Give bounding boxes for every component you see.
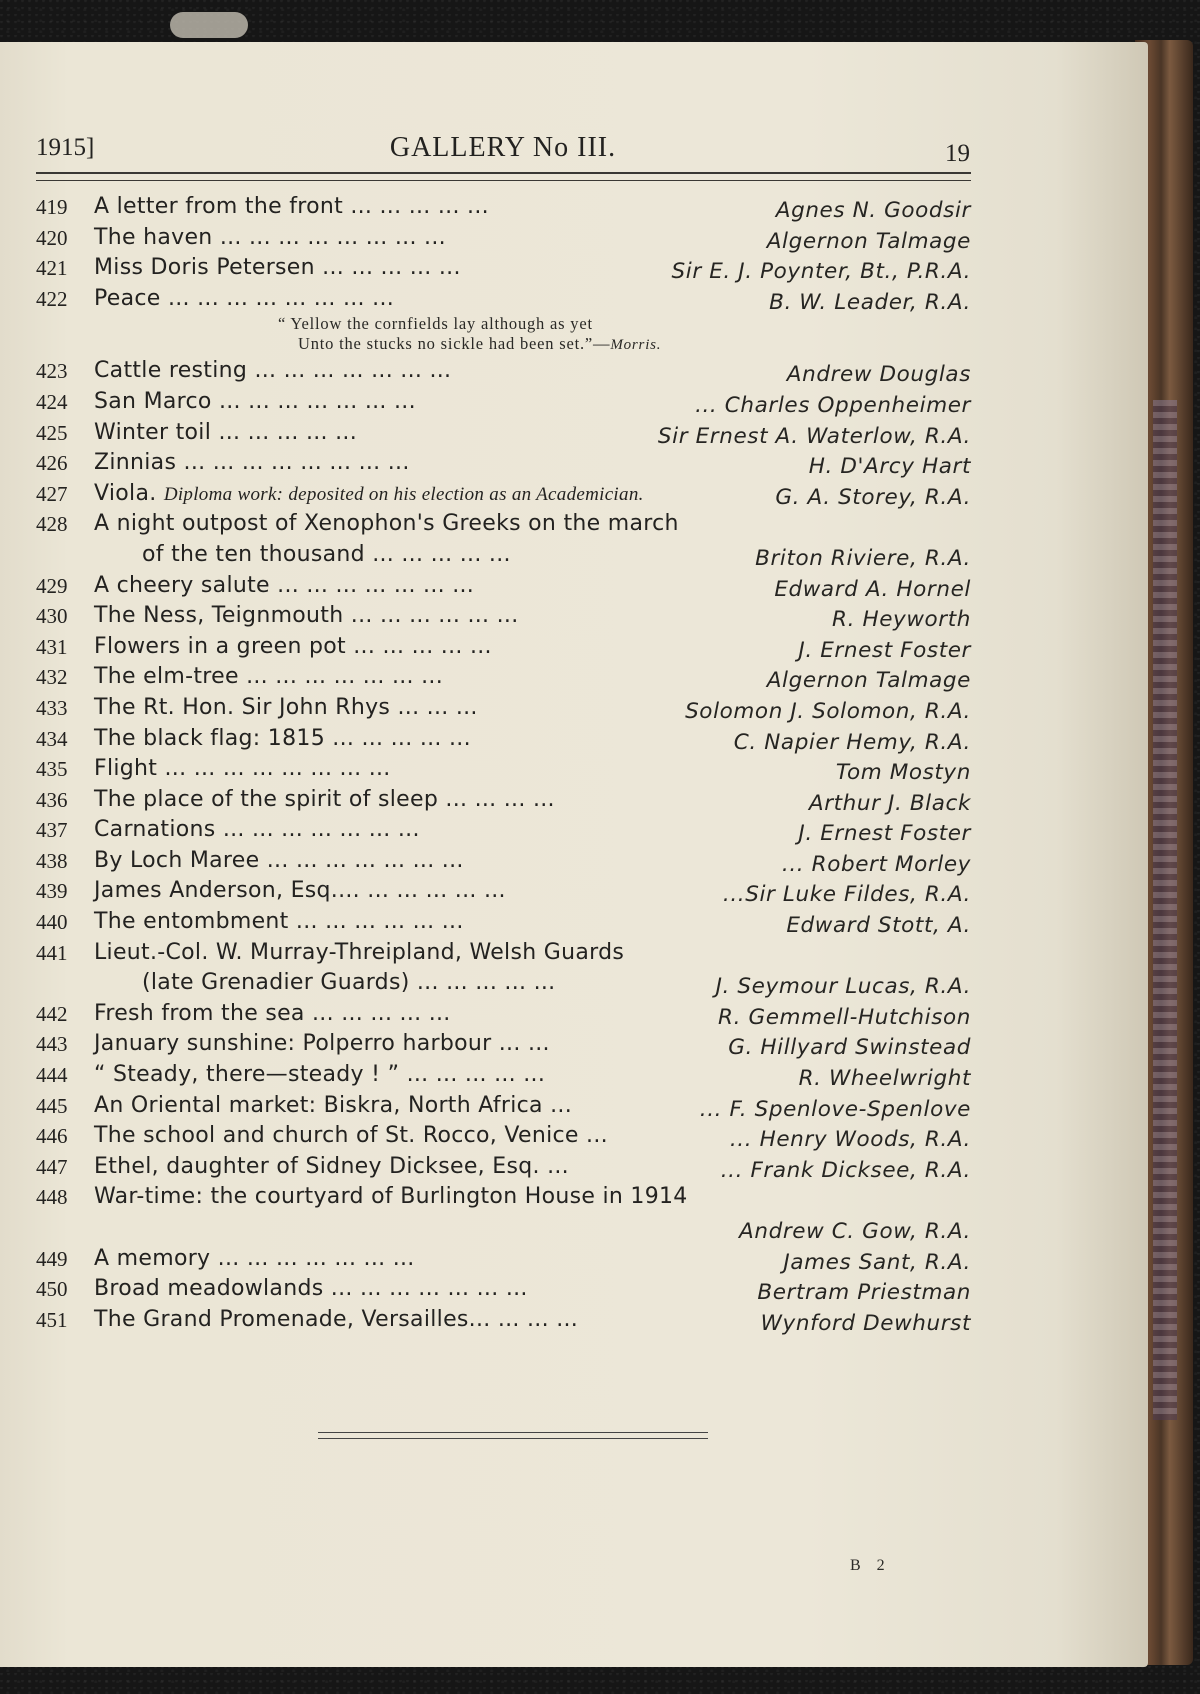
entry-title-text: Zinnias: [94, 450, 177, 476]
entry-title-text: Lieut.-Col. W. Murray-Threipland, Welsh Guards: [94, 939, 625, 965]
entry-title-text: The Ness, Teignmouth: [94, 603, 344, 629]
gallery-title: GALLERY No III.: [389, 132, 617, 163]
leader-dots: ... ... ... ... ...: [218, 419, 358, 445]
entry-title: [94, 387, 416, 417]
catalogue-entry: [36, 1182, 971, 1213]
header-rule: [36, 172, 971, 181]
entry-title: [94, 418, 357, 448]
catalogue-entry: [36, 540, 971, 571]
catalogue-entry: [36, 387, 971, 418]
footer-rule: [318, 1432, 708, 1439]
entry-artist: Arthur J. Black: [808, 790, 971, 816]
page-header: [36, 132, 970, 172]
entry-title-text: Viola.: [94, 480, 157, 506]
entry-title-text: Flowers in a green pot: [94, 633, 346, 659]
entry-number: 450: [36, 1277, 68, 1302]
entry-title: [94, 1060, 545, 1090]
entry-title-text: The black flag: 1815 ...: [94, 725, 355, 751]
entry-title: [94, 192, 489, 222]
catalogue-entry: [36, 509, 971, 540]
entry-artist: ... F. Spenlove-Spenlove: [699, 1096, 971, 1122]
entry-title: [94, 724, 471, 754]
binding-clasp: [170, 12, 248, 38]
entry-artist: Algernon Talmage: [766, 228, 971, 254]
leader-dots: ... ... ... ... ... ... ... ...: [164, 756, 391, 782]
entry-number: 426: [36, 451, 68, 476]
entry-title-text: (late Grenadier Guards) ...: [142, 970, 439, 996]
entry-number: 429: [36, 573, 68, 598]
entry-title-text: Carnations: [94, 817, 216, 843]
entry-number: 441: [36, 940, 68, 965]
catalogue-entry: [36, 907, 971, 938]
entry-title: [94, 999, 451, 1029]
leader-dots: ... ... ... ... ...: [353, 633, 492, 659]
leader-dots: ... ... ... ...: [351, 255, 461, 281]
entry-number: 435: [36, 757, 68, 782]
entry-title-text: An Oriental market: Biskra, North Africa: [94, 1092, 543, 1118]
entry-artist: ...Sir Luke Fildes, R.A.: [722, 882, 971, 908]
leader-dots: ... ... ... ... ...: [372, 541, 511, 567]
entry-title: [94, 356, 451, 386]
entry-artist: Sir E. J. Poynter, Bt., P.R.A.: [671, 259, 971, 285]
entry-number: 440: [36, 910, 68, 935]
entry-title: [94, 1091, 572, 1121]
entry-number: 434: [36, 726, 68, 751]
header-year: 1915]: [36, 134, 95, 161]
leader-dots: ...: [550, 1092, 573, 1118]
entry-title-text: Flight: [94, 756, 158, 782]
entry-title: [94, 938, 624, 968]
entry-artist: R. Wheelwright: [798, 1066, 971, 1092]
catalogue-entry: [36, 693, 971, 724]
entry-artist: ... Charles Oppenheimer: [695, 392, 971, 418]
entry-title-text: A letter from the front: [94, 194, 344, 219]
entry-artist: ... Robert Morley: [781, 851, 971, 877]
leader-dots: ... ... ... ... ...: [367, 878, 506, 904]
entry-title-text: The elm-tree: [94, 664, 239, 690]
quote-line-2-text: Unto the stucks no sickle had been set.”—: [298, 334, 611, 354]
leader-dots: ... ... ... ... ... ... ... ...: [219, 224, 446, 250]
entry-number: 421: [36, 256, 68, 281]
leader-dots: ... ... ... ... ... ... ...: [246, 664, 444, 690]
leader-dots: ... ... ... ... ... ... ...: [217, 1245, 415, 1271]
entry-number: 439: [36, 879, 68, 904]
page-number: 19: [945, 140, 970, 167]
entry-artist: James Sant, R.A.: [783, 1249, 971, 1275]
catalogue-entry: [36, 418, 971, 449]
entry-title: [94, 785, 555, 815]
entry-artist: Tom Mostyn: [835, 760, 971, 786]
entry-artist: R. Gemmell-Hutchison: [718, 1004, 971, 1030]
entry-title-text: San Marco: [94, 388, 212, 414]
leader-dots: ... ... ... ...: [361, 725, 471, 751]
entry-title-text: A memory: [94, 1245, 211, 1271]
entry-number: 425: [36, 420, 68, 445]
entry-title-text: James Anderson, Esq....: [94, 878, 360, 904]
entry-title-text: Winter toil: [94, 419, 212, 445]
entry-number: 442: [36, 1001, 68, 1026]
leader-dots: ... ... ... ... ... ...: [306, 572, 475, 598]
entry-title: [94, 907, 464, 937]
signature-mark: B 2: [850, 1557, 891, 1574]
entry-artist: J. Seymour Lucas, R.A.: [715, 974, 971, 1000]
leader-dots: ... ... ... ... ... ... ... ...: [183, 450, 410, 476]
quote-line-2: [298, 334, 661, 355]
entry-title: [94, 1244, 415, 1274]
entry-number: 432: [36, 665, 68, 690]
entry-artist: Wynford Dewhurst: [760, 1310, 971, 1336]
leader-dots: ... ... ... ...: [445, 786, 555, 812]
leader-dots: ... ... ... ... ... ... ... ...: [167, 285, 395, 311]
catalogue-entry: [36, 192, 971, 223]
entry-number: 437: [36, 818, 68, 843]
entry-artist: J. Ernest Foster: [798, 821, 971, 847]
entry-title: [94, 448, 410, 478]
catalogue-entry: [36, 223, 971, 254]
entry-title: [94, 253, 461, 283]
leader-dots: ... ... ... ... ... ...: [359, 1276, 528, 1302]
catalogue-entry: [36, 1029, 971, 1060]
diploma-note: Diploma work: deposited on his election as an Academician.: [163, 483, 644, 505]
catalogue-entry: [36, 1121, 971, 1152]
entry-title: [94, 284, 394, 314]
catalogue-entry: [36, 1060, 971, 1091]
entry-title: [94, 662, 443, 692]
entry-title: [94, 601, 519, 631]
entry-title: [94, 1182, 688, 1212]
entry-number: 419: [36, 195, 68, 219]
entry-artist: Edward Stott, A.: [786, 913, 971, 939]
entry-title: [94, 1274, 528, 1304]
catalogue-entry: [36, 253, 971, 284]
entry-title-text: Miss Doris Petersen ...: [94, 255, 345, 281]
entry-title-text: Ethel, daughter of Sidney Dicksee, Esq.: [94, 1153, 540, 1179]
entry-title-text: “ Steady, there—steady ! ”: [94, 1062, 400, 1088]
catalogue-entry: [36, 1213, 971, 1244]
entry-number: 433: [36, 695, 68, 720]
entry-artist: H. D'Arcy Hart: [808, 454, 971, 480]
entry-number: 448: [36, 1185, 68, 1210]
catalogue-entry: [36, 785, 971, 816]
catalogue-entry: [36, 1244, 971, 1275]
entry-number: 431: [36, 634, 68, 659]
leader-dots: ... ...: [498, 1031, 550, 1057]
entry-title: [94, 571, 474, 601]
entry-title: [94, 223, 446, 253]
catalogue-entry: [36, 479, 971, 510]
entry-number: 445: [36, 1093, 68, 1118]
entry-title-text: The haven: [94, 224, 213, 250]
leader-dots: ... ... ... ... ... ... ...: [218, 388, 416, 414]
entry-artist: Bertram Priestman: [757, 1280, 971, 1306]
catalogue-entry: [36, 846, 971, 877]
entry-title-text: Fresh from the sea: [94, 1000, 305, 1026]
entry-title: [94, 754, 391, 784]
entry-title-text: A night outpost of Xenophon's Greeks on the march: [94, 511, 679, 537]
leader-dots: ... ... ... ... ... ...: [350, 603, 519, 629]
catalogue-entry: [36, 876, 971, 907]
leader-dots: ... ... ... ...: [446, 970, 556, 996]
catalogue-entry: [36, 754, 971, 785]
entry-artist: Sir Ernest A. Waterlow, R.A.: [657, 423, 971, 449]
entry-artist: G. Hillyard Swinstead: [728, 1035, 971, 1061]
catalogue-entry: [36, 999, 971, 1030]
leader-dots: ... ... ... ... ...: [312, 1000, 451, 1026]
leader-dots: ... ... ... ... ... ... ...: [222, 817, 420, 843]
entry-number: 449: [36, 1246, 68, 1271]
catalogue-entry: [36, 1091, 971, 1122]
catalogue-entry: [36, 1274, 971, 1305]
leader-dots: ... ... ...: [397, 694, 478, 720]
entry-title-text: Peace: [94, 285, 161, 311]
catalogue-entry: [36, 1305, 971, 1336]
entry-title-text: January sunshine: Polperro harbour: [94, 1031, 492, 1057]
entry-artist: R. Heyworth: [832, 607, 971, 633]
entry-number: 438: [36, 848, 68, 873]
entry-number: 451: [36, 1307, 68, 1332]
catalogue-entry: [36, 724, 971, 755]
entry-artist: G. A. Storey, R.A.: [775, 484, 971, 510]
entry-number: 424: [36, 389, 68, 414]
entry-title-text: The Grand Promenade, Versailles...: [94, 1306, 491, 1332]
catalogue-entry: [36, 1152, 971, 1183]
entry-artist: Solomon J. Solomon, R.A.: [685, 698, 971, 724]
entry-number: 446: [36, 1124, 68, 1149]
catalogue-entry: [36, 601, 971, 632]
entry-number: 423: [36, 359, 68, 384]
entry-number: 422: [36, 286, 68, 311]
entry-title: [94, 876, 506, 906]
entry-title-text: The Rt. Hon. Sir John Rhys: [94, 694, 391, 720]
catalogue-entry: [36, 662, 971, 693]
entry-artist: Andrew Douglas: [786, 362, 971, 388]
entry-number: 428: [36, 512, 68, 537]
entry-title: [94, 632, 492, 662]
quote-line-1: “ Yellow the cornfields lay although as yet: [278, 314, 593, 334]
entry-title-text: War-time: the courtyard of Burlington House in 1914: [94, 1184, 688, 1210]
entry-title: [94, 1305, 578, 1335]
leader-dots: ... ... ...: [497, 1306, 579, 1332]
catalogue-entry: [36, 632, 971, 663]
entry-number: 420: [36, 225, 68, 250]
leader-dots: ... ... ... ... ...: [350, 194, 489, 219]
catalogue-entry: [36, 284, 971, 315]
catalogue-entry: [36, 571, 971, 602]
quotation: [36, 314, 971, 356]
entry-title: [94, 693, 478, 723]
entry-title-text: The entombment: [94, 909, 289, 935]
entry-artist: C. Napier Hemy, R.A.: [733, 729, 971, 755]
entry-number: 427: [36, 481, 68, 506]
entry-number: 436: [36, 787, 68, 812]
entry-number: 430: [36, 604, 68, 629]
entry-title: [94, 1121, 608, 1151]
leader-dots: ... ... ... ... ... ...: [295, 909, 464, 935]
entry-title: [94, 1152, 569, 1182]
entry-title: [142, 968, 555, 998]
entry-title: [94, 1029, 550, 1059]
entry-title-text: of the ten thousand: [142, 541, 365, 567]
catalogue-entry: [36, 356, 971, 387]
entry-number: 447: [36, 1154, 68, 1179]
catalogue-entry: [36, 938, 971, 969]
entry-title-text: A cheery salute ...: [94, 572, 300, 598]
entry-number: 444: [36, 1063, 68, 1088]
entry-title-text: Broad meadowlands ...: [94, 1276, 353, 1302]
entry-title-text: By Loch Maree ...: [94, 847, 289, 873]
catalogue-entries: [36, 192, 971, 1335]
catalogue-entry: [36, 968, 971, 999]
entry-artist: Andrew C. Gow, R.A.: [739, 1219, 971, 1244]
entry-title: [94, 479, 644, 510]
entry-title: [142, 540, 511, 570]
catalogue-page: [0, 42, 1148, 1667]
entry-artist: Briton Riviere, R.A.: [755, 545, 971, 571]
leader-dots: ... ... ... ... ... ...: [295, 847, 464, 873]
entry-title: [94, 509, 679, 539]
entry-artist: Algernon Talmage: [766, 668, 971, 694]
catalogue-entry: [36, 815, 971, 846]
entry-artist: Agnes N. Goodsir: [775, 198, 971, 223]
leader-dots: ... ... ... ... ... ... ...: [254, 358, 452, 384]
entry-artist: Edward A. Hornel: [774, 576, 971, 602]
entry-title: [94, 815, 420, 845]
leader-dots: ...: [547, 1153, 569, 1179]
entry-title-text: The place of the spirit of sleep: [94, 786, 439, 812]
entry-artist: B. W. Leader, R.A.: [769, 289, 971, 315]
leader-dots: ... ... ... ... ...: [406, 1062, 546, 1088]
entry-artist: ... Frank Dicksee, R.A.: [720, 1157, 971, 1183]
entry-title-text: The school and church of St. Rocco, Venice ...: [94, 1123, 608, 1149]
entry-artist: J. Ernest Foster: [798, 637, 971, 663]
entry-title: [94, 846, 464, 876]
catalogue-entry: [36, 448, 971, 479]
entry-number: 443: [36, 1032, 68, 1057]
entry-title-text: Cattle resting: [94, 358, 248, 384]
quote-source: Morris.: [610, 337, 662, 354]
entry-artist: ... Henry Woods, R.A.: [729, 1127, 971, 1153]
